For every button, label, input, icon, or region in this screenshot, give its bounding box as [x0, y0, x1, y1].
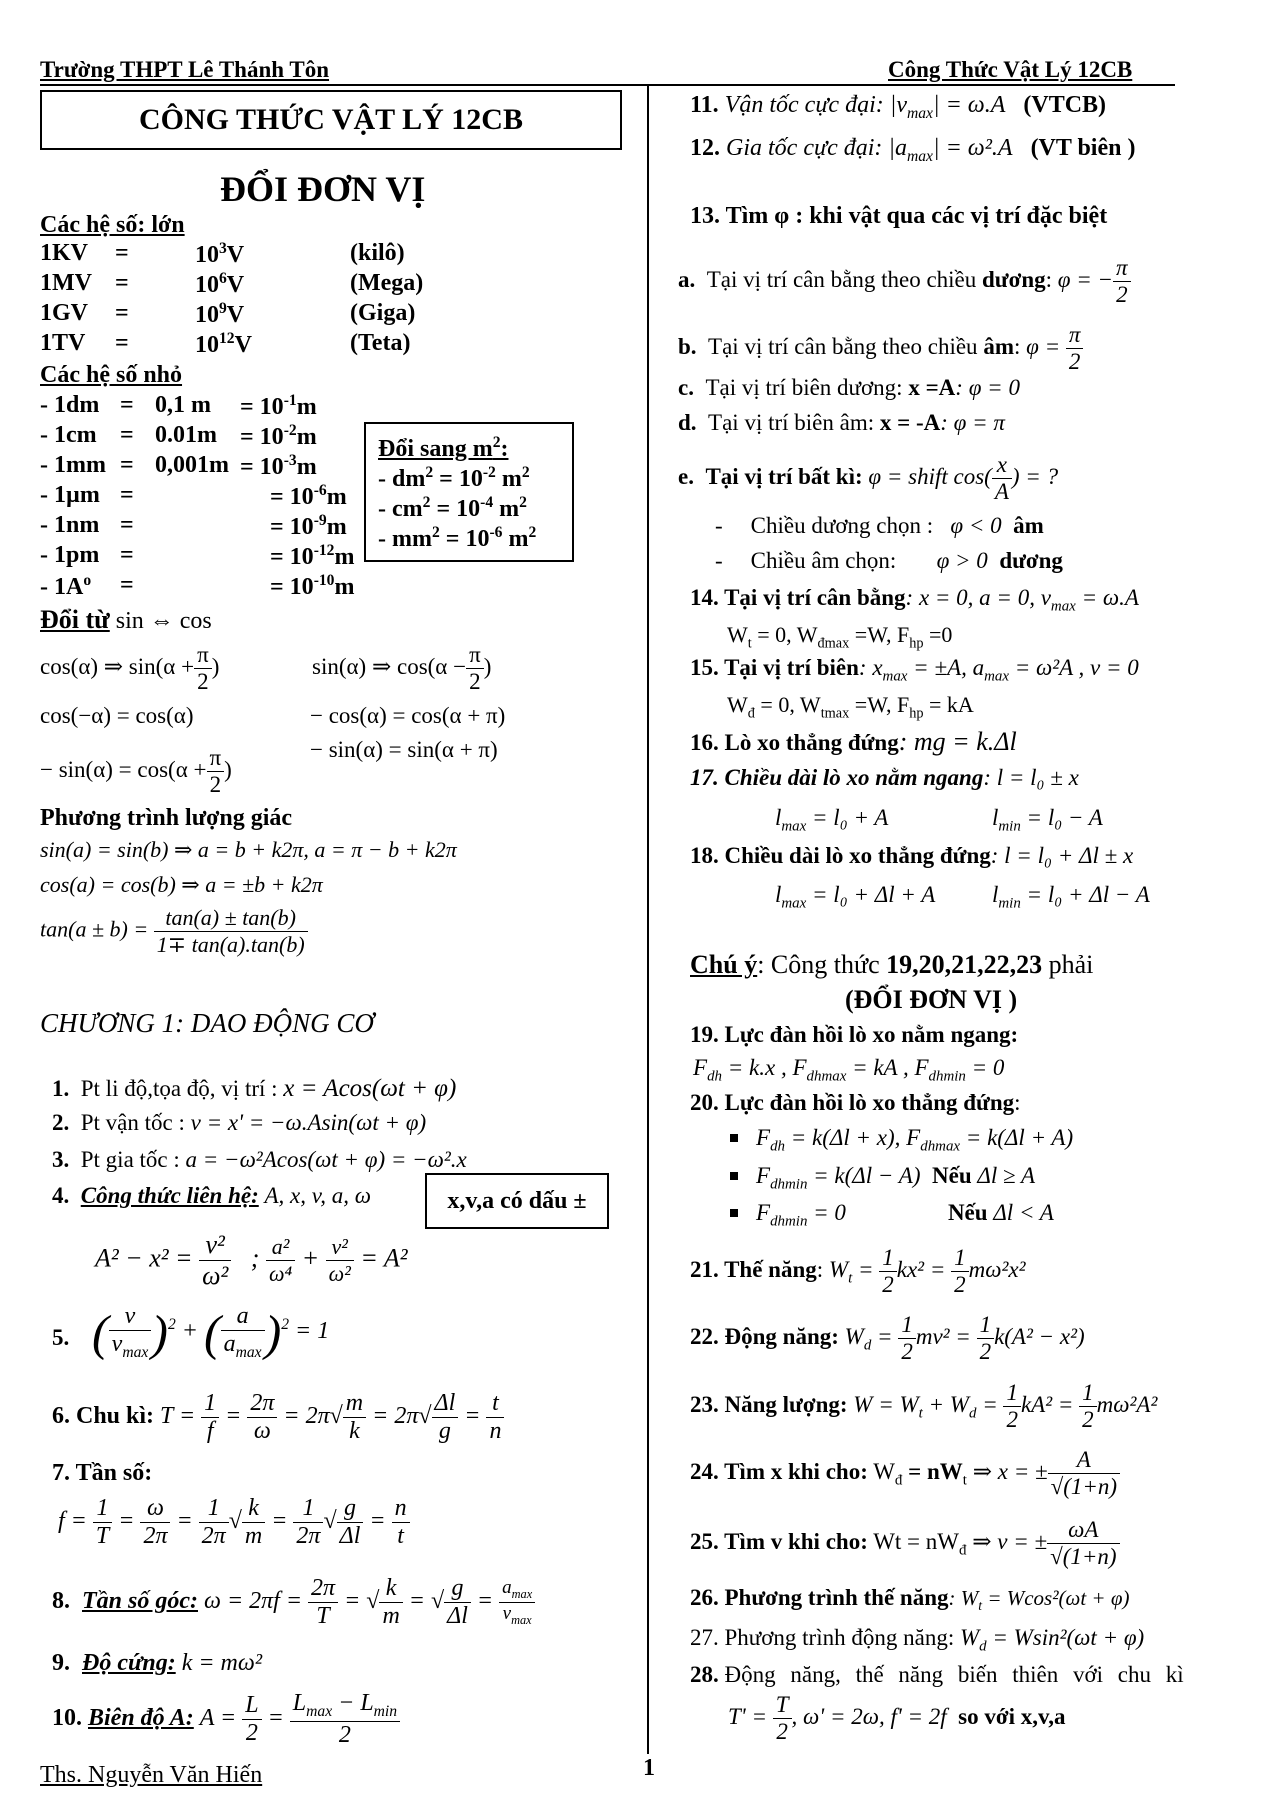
m2-row: - $mm^2 = 10^{-6}$ $m^2$: [378, 524, 537, 552]
small-row: - 1mm = 0,001m = $10^{-3}m$: [40, 452, 317, 480]
item-13d: d. Tại vị trí biên âm: x = -A: φ = π: [678, 410, 1005, 435]
item-24: 24. Tìm x khi cho: $W_đ = nW_t$ ⇒ x = ± $\frac{A}{√(1+n)}$: [690, 1447, 1120, 1500]
units-heading: ĐỔI ĐƠN VỊ: [220, 169, 426, 209]
item-7: 7. Tần số:: [52, 1460, 153, 1486]
trig-formula: sin(α) ⇒ cos(α − $\frac{\pi}{2}$ ): [312, 642, 492, 694]
small-row: - 1nm = = $10^{-9}m$: [40, 512, 347, 540]
item-13e: e. Tại vị trí bất kì: φ = shift cos( $\frac{x}{A}$ ) = ?: [678, 452, 1059, 504]
small-row: - 1µm = = $10^{-6}m$: [40, 482, 347, 510]
item-10: 10. Biên độ A: A = $\frac{L}{2}$ = $\frac{L_{max} - L_{min}}{2}$: [52, 1690, 400, 1749]
chapter-item: 2. Pt vận tốc : v = x' = −ω.Asin(ωt + φ): [52, 1110, 427, 1135]
column-divider: [647, 84, 649, 1754]
trig-formula: − sin(α) = cos(α + $\frac{\pi}{2}$ ): [40, 745, 232, 797]
large-row: 1TV = $10^{12}V$ (Teta): [40, 330, 411, 358]
small-row: - 1dm = 0,1 m = $10^{-1}m$: [40, 392, 317, 420]
author: Ths. Nguyễn Văn Hiến: [40, 1762, 263, 1788]
document-title: Công Thức Vật Lý 12CB: [888, 57, 1133, 82]
item-14: 14. Tại vị trí cân bằng: x = 0, a = 0, $v_{max} = \omega.A$: [690, 585, 1139, 615]
trig-equation: cos(a) = cos(b) ⇒ a = ±b + k2π: [40, 872, 323, 897]
item-14-line2: $W_t = 0$, $W_{đmax} =W$, $F_{hp} =0$: [727, 622, 953, 652]
m2-row: - $dm^2 = 10^{-2}$ $m^2$: [378, 464, 530, 492]
item-20-bullet: $F_{dh} = k(\Delta l + x)$, $F_{dhmax} = k(\Delta l + A)$: [730, 1125, 1073, 1156]
item-8: 8. Tần số góc: ω = 2πf = $\frac{2\pi}{T}$ = √ $\frac{k}{m}$ = √ $\frac{g}{\Delta l}$ = $\frac{a_{max}}{v_{max}}$: [52, 1575, 535, 1630]
header-rule: [40, 84, 1175, 86]
school-name: Trường THPT Lê Thánh Tôn: [40, 57, 330, 82]
item-20: 20. Lực đàn hồi lò xo thẳng đứng:: [690, 1090, 1021, 1115]
m2-conversion-box: [364, 422, 574, 562]
tan-formula: tan(a ± b) = $\frac{\tan(a) \pm \tan(b)}{1\mp \tan(a).\tan(b)}$: [40, 905, 308, 958]
item-20-bullet: $F_{dhmin} = 0$ Nếu Δl < A: [730, 1200, 1054, 1231]
chapter-item: 4. Công thức liên hệ: A, x, v, a, ω: [52, 1183, 371, 1208]
small-row: - 1pm = = $10^{-12}m$: [40, 542, 355, 570]
trig-formula: − cos(α) = cos(α + π): [310, 703, 506, 728]
item-13a: a. Tại vị trí cân bằng theo chiều dương: φ = − $\frac{\pi}{2}$: [678, 255, 1131, 308]
item-13c: c. Tại vị trí biên dương: x =A: φ = 0: [678, 375, 1020, 400]
sign-note-box: x,v,a có dấu ±: [425, 1173, 609, 1229]
chapter-item: 1. Pt li độ,tọa độ, vị trí : x = Acos(ωt + φ): [52, 1075, 457, 1102]
dash-positive: - Chiều dương chọn : φ < 0 âm: [715, 513, 1044, 538]
item-17: 17. Chiều dài lò xo nằm ngang: l = l₀ ± x: [690, 765, 1079, 790]
item-19-formula: $F_{dh} = k.x$ , $F_{dhmax}$ = kA , $F_{dhmin} = 0$: [693, 1055, 1005, 1085]
item-21: 21. Thế năng: $W_t$ = $\frac{1}{2}$ kx² = $\frac{1}{2}$ mω²x²: [690, 1245, 1026, 1297]
trig-equation: sin(a) = sin(b) ⇒ a = b + k2π, a = π − b + k2π: [40, 837, 457, 862]
chapter-title: CHƯƠNG 1: DAO ĐỘNG CƠ: [40, 1008, 374, 1038]
large-label: Các hệ số: lớn: [40, 212, 185, 238]
m2-title: Đổi sang $m^2$:: [378, 434, 509, 462]
item-11: 11. Vận tốc cực đại: $|v_{max}| = \omega.A$ (VTCB): [690, 92, 1107, 122]
large-row: 1GV = $10^9V$ (Giga): [40, 300, 416, 328]
item-26: 26. Phương trình thế năng: $W_t = Wcos^2(\omega t + \varphi)$: [690, 1585, 1130, 1614]
main-title: CÔNG THỨC VẬT LÝ 12CB: [40, 90, 622, 150]
item-18-min: $l_{min} = l_0 + \Delta l - A$: [992, 882, 1150, 912]
item-18-max: $l_{max} = l_0 + \Delta l + A$: [775, 882, 936, 912]
page-number: 1: [643, 1755, 655, 1781]
item-16: 16. Lò xo thẳng đứng: mg = k.Δl: [690, 727, 1017, 756]
item-23: 23. Năng lượng: $W = W_t + W_d$ = $\frac{1}{2}$ kA² = $\frac{1}{2}$ mω²A²: [690, 1380, 1158, 1432]
item-17-max: $l_{max} = l_0 + A$: [775, 805, 889, 835]
m2-row: - $cm^2 = 10^{-4}$ $m^2$: [378, 494, 527, 522]
frequency-formula: f = $\frac{1}{T}$ = $\frac{\omega}{2\pi}$ = $\frac{1}{2\pi}$ √ $\frac{k}{m}$ = $\frac{1}{2\pi}$ √ $\frac{g}{\Delta l}$ = $\frac{n}{t}$: [58, 1495, 410, 1550]
item-13: 13. Tìm φ : khi vật qua các vị trí đặc biệt: [690, 203, 1108, 229]
item-15: 15. Tại vị trí biên: $x_{max} = \pm A$, $a_{max} = \omega^2A$ , v = 0: [690, 655, 1139, 685]
trig-heading: Đổi từ sin ⇔ cos: [40, 605, 212, 634]
trig-formula: cos(α) ⇒ sin(α + $\frac{\pi}{2}$ ): [40, 642, 220, 694]
item-19: 19. Lực đàn hồi lò xo nằm ngang:: [690, 1022, 1019, 1047]
item-27: 27. Phương trình động năng: $W_d = Wsin^2(\omega t + \varphi)$: [690, 1625, 1145, 1655]
dash-negative: - Chiều âm chọn: φ > 0 dương: [715, 548, 1063, 573]
item-18: 18. Chiều dài lò xo thẳng đứng: l = l₀ + Δl ± x: [690, 843, 1134, 868]
item-22: 22. Động năng: $W_d$ = $\frac{1}{2}$ mv² = $\frac{1}{2}$ k(A² − x²): [690, 1312, 1085, 1364]
item-5-formula: ( $\frac{v}{v_{max}}$ )$^2$ + ( $\frac{a}{a_{max}}$ )$^2$ = 1: [92, 1303, 330, 1361]
small-label: Các hệ số nhỏ: [40, 362, 183, 388]
trig-equations-label: Phương trình lượng giác: [40, 805, 293, 831]
chapter-item: 3. Pt gia tốc : a = −ω²Acos(ωt + φ) = −ω².x: [52, 1147, 467, 1172]
item-15-line2: $W_đ = 0$, $W_{tmax} =W$, $F_{hp}$ = kA: [727, 692, 974, 722]
item-25: 25. Tìm v khi cho: $Wt = nW_đ$ ⇒ v = ± $\frac{\omega A}{√(1+n)}$: [690, 1517, 1120, 1570]
large-row: 1MV = $10^6V$ (Mega): [40, 270, 424, 298]
item-6: 6. Chu kì: T = $\frac{1}{f}$ = $\frac{2\pi}{\omega}$ = 2π√ $\frac{m}{k}$ = 2π√ $\frac{\Delta l}{g}$ = $\frac{t}{n}$: [52, 1390, 504, 1445]
item-5-number: 5.: [52, 1325, 70, 1350]
large-row: 1KV = $10^3V$ (kilô): [40, 240, 405, 268]
item-12: 12. Gia tốc cực đại: $|a_{max}| = \omega^2.A$ (VT biên ): [690, 135, 1136, 165]
amplitude-relation: A² − x² = $\frac{\text{v²}}{\text{ω²}}$ ; $\frac{\text{a²}}{\text{ω⁴}}$ + $\frac{\text{v²}}{\text{ω²}}$ = A²: [95, 1230, 408, 1290]
item-17-min: $l_{min} = l_0 - A$: [992, 805, 1103, 835]
trig-formula: − sin(α) = sin(α + π): [310, 737, 498, 762]
note-line2: (ĐỔI ĐƠN VỊ ): [845, 985, 1018, 1014]
item-13b: b. Tại vị trí cân bằng theo chiều âm: φ = $\frac{\pi}{2}$: [678, 322, 1083, 375]
item-28: 28. Động năng, thế năng biến thiên với chu kì: [690, 1662, 1184, 1687]
note: Chú ý: Công thức 19,20,21,22,23 phải: [690, 950, 1094, 979]
trig-formula: cos(−α) = cos(α): [40, 703, 194, 728]
item-28-formula: T' = $\frac{T}{2}$ , ω' = 2ω, f' = 2f so với x,v,a: [728, 1692, 1066, 1744]
small-row: - $1A^o$ = = $10^{-10}m$: [40, 572, 355, 600]
item-9: 9. Độ cứng: k = mω²: [52, 1650, 263, 1676]
item-20-bullet: $F_{dhmin} = k(\Delta l - A)$ Nếu Δl ≥ A: [730, 1163, 1035, 1194]
small-row: - 1cm = 0.01m = $10^{-2}m$: [40, 422, 317, 450]
